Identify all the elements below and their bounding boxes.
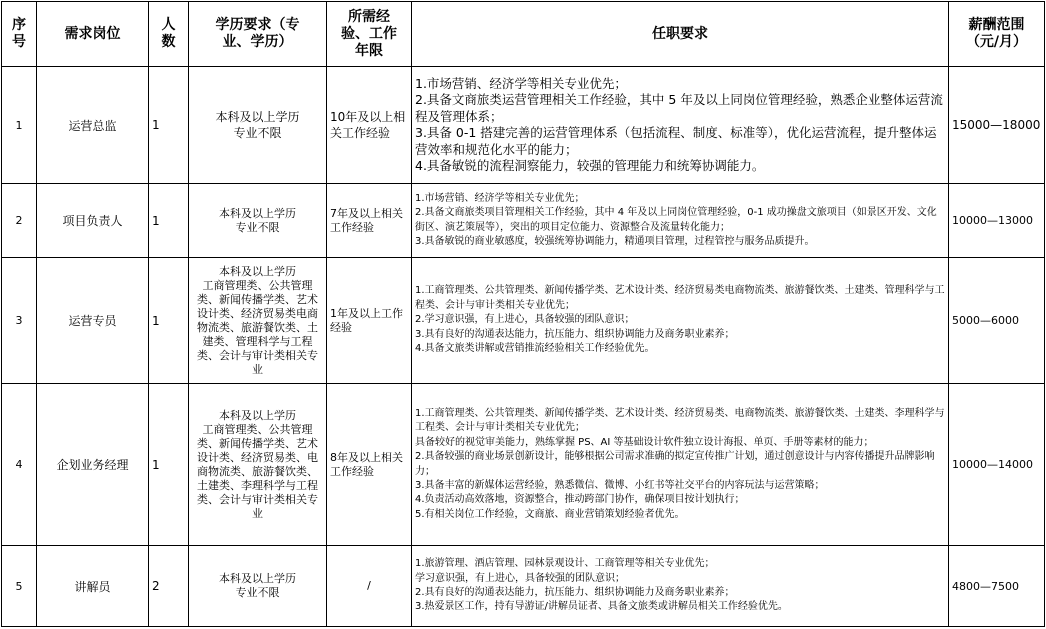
requirement-item: 3.具备敏锐的商业敏感度，较强统筹协调能力，精通项目管理，过程管控与服务品质提升。 bbox=[415, 235, 815, 247]
requirement-item: 2.具备文商旅类项目管理相关工作经验，其中 4 年及以上同岗位管理经验，0-1 成功操盘文旅项目（如景区开发、文化街区、演艺策展等），突出的项目定位能力、资源整合及流量转化能力； bbox=[415, 207, 937, 233]
row-count: 1 bbox=[149, 258, 189, 384]
row-count: 2 bbox=[149, 546, 189, 627]
row-education: 本科及以上学历 专业不限 bbox=[189, 546, 327, 627]
row-salary: 5000—6000 bbox=[949, 258, 1045, 384]
row-position: 讲解员 bbox=[37, 546, 149, 627]
table-row bbox=[2, 67, 1045, 184]
row-index: 1 bbox=[2, 67, 37, 184]
row-experience: / bbox=[327, 546, 412, 627]
requirement-item: 2.具备文商旅类运营管理相关工作经验，其中 5 年及以上同岗位管理经验，熟悉企业整体运营流程及管理体系； bbox=[415, 92, 943, 124]
requirement-item: 学习意识强，有上进心，具备较强的团队意识； bbox=[415, 572, 625, 584]
header-position: 需求岗位 bbox=[37, 2, 149, 67]
row-position: 运营专员 bbox=[37, 258, 149, 384]
requirement-item: 2.具备较强的商业场景创新设计，能够根据公司需求准确的拟定宣传推广计划，通过创意设计与内容传播提升品牌影响力； bbox=[415, 451, 935, 477]
row-requirements bbox=[412, 258, 949, 384]
row-salary: 10000—13000 bbox=[949, 184, 1045, 258]
requirement-item: 2.具有良好的沟通表达能力，抗压能力、组织协调能力及商务职业素养； bbox=[415, 587, 735, 598]
row-experience: 8年及以上相关工作经验 bbox=[327, 384, 412, 546]
requirement-item: 3.热爱景区工作，持有导游证/讲解员证者、具备文旅类或讲解员相关工作经验优先。 bbox=[415, 601, 788, 613]
row-index: 3 bbox=[2, 258, 37, 384]
table-row bbox=[2, 384, 1045, 546]
requirement-item: 1.旅游管理、酒店管理、园林景观设计、工商管理等相关专业优先； bbox=[415, 558, 715, 570]
header-salary: 薪酬范围（元/月） bbox=[949, 2, 1045, 67]
header-count: 人数 bbox=[149, 2, 189, 67]
row-count: 1 bbox=[149, 184, 189, 258]
row-position: 项目负责人 bbox=[37, 184, 149, 258]
row-experience: 1年及以上工作经验 bbox=[327, 258, 412, 384]
table-row bbox=[2, 258, 1045, 384]
row-education: 本科及以上学历 专业不限 bbox=[189, 184, 327, 258]
row-index: 2 bbox=[2, 184, 37, 258]
requirement-item: 具备较好的视觉审美能力，熟练掌握 PS、AI 等基础设计软件独立设计海报、单页、手册等素材的能力； bbox=[415, 436, 874, 448]
row-requirements bbox=[412, 546, 949, 627]
header-education: 学历要求（专业、学历） bbox=[189, 2, 327, 67]
header-row bbox=[2, 2, 1045, 67]
row-salary: 15000—18000 bbox=[949, 67, 1045, 184]
row-count: 1 bbox=[149, 384, 189, 546]
row-position: 企划业务经理 bbox=[37, 384, 149, 546]
row-education: 本科及以上学历 工商管理类、公共管理类、新闻传播学类、艺术设计类、经济贸易类、电商物流类、旅游餐饮类、土建类、李理科学与工程类、会计与审计类相关专业 bbox=[189, 384, 327, 546]
row-index: 5 bbox=[2, 546, 37, 627]
row-position: 运营总监 bbox=[37, 67, 149, 184]
header-experience: 所需经验、工作年限 bbox=[327, 2, 412, 67]
requirement-item: 4.具备文旅类讲解或营销推流经验相关工作经验优先。 bbox=[415, 343, 655, 355]
requirement-item: 1.工商管理类、公共管理类、新闻传播学类、艺术设计类、经济贸易类电商物流类、旅游餐饮类、土建类、管理科学与工程类、会计与审计类相关专业优先； bbox=[415, 285, 945, 311]
row-index: 4 bbox=[2, 384, 37, 546]
row-experience: 10年及以上相关工作经验 bbox=[327, 67, 412, 184]
table-row bbox=[2, 546, 1045, 627]
requirement-item: 1.市场营销、经济学等相关专业优先； bbox=[415, 192, 585, 204]
requirement-item: 3.具有良好的沟通表达能力，抗压能力、组织协调能力及商务职业素养； bbox=[415, 328, 735, 340]
row-requirements bbox=[412, 67, 949, 184]
requirement-item: 4.负责活动高效落地，资源整合，推动跨部门协作，确保项目按计划执行； bbox=[415, 494, 745, 506]
requirement-item: 2.学习意识强，有上进心，具备较强的团队意识； bbox=[415, 314, 635, 326]
row-education: 本科及以上学历 工商管理类、公共管理类、新闻传播学类、艺术设计类、经济贸易类电商物流类、旅游餐饮类、土建类、管理科学与工程类、会计与审计类相关专业 bbox=[189, 258, 327, 384]
requirement-item: 4.具备敏锐的流程洞察能力，较强的管理能力和统筹协调能力。 bbox=[415, 158, 765, 173]
row-requirements bbox=[412, 184, 949, 258]
row-salary: 10000—14000 bbox=[949, 384, 1045, 546]
row-requirements bbox=[412, 384, 949, 546]
recruitment-table bbox=[1, 1, 1045, 627]
requirement-item: 3.具备 0-1 搭建完善的运营管理体系（包括流程、制度、标准等），优化运营流程，提升整体运营效率和规范化水平的能力； bbox=[415, 125, 937, 157]
row-count: 1 bbox=[149, 67, 189, 184]
requirement-item: 1.市场营销、经济学等相关专业优先； bbox=[415, 75, 627, 91]
requirement-item: 3.具备丰富的新媒体运营经验，熟悉微信、微博、小红书等社交平台的内容玩法与运营策略； bbox=[415, 479, 825, 491]
row-education: 本科及以上学历 专业不限 bbox=[189, 67, 327, 184]
requirement-item: 5.有相关岗位工作经验，文商旅、商业营销策划经验者优先。 bbox=[415, 508, 685, 520]
table-row bbox=[2, 184, 1045, 258]
requirement-item: 1.工商管理类、公共管理类、新闻传播学类、艺术设计类、经济贸易类、电商物流类、旅游餐饮类、土建类、李理科学与工程类、会计与审计类相关专业优先； bbox=[415, 407, 945, 434]
header-index: 序号 bbox=[2, 2, 37, 67]
row-salary: 4800—7500 bbox=[949, 546, 1045, 627]
row-experience: 7年及以上相关工作经验 bbox=[327, 184, 412, 258]
header-requirements: 任职要求 bbox=[412, 2, 949, 67]
